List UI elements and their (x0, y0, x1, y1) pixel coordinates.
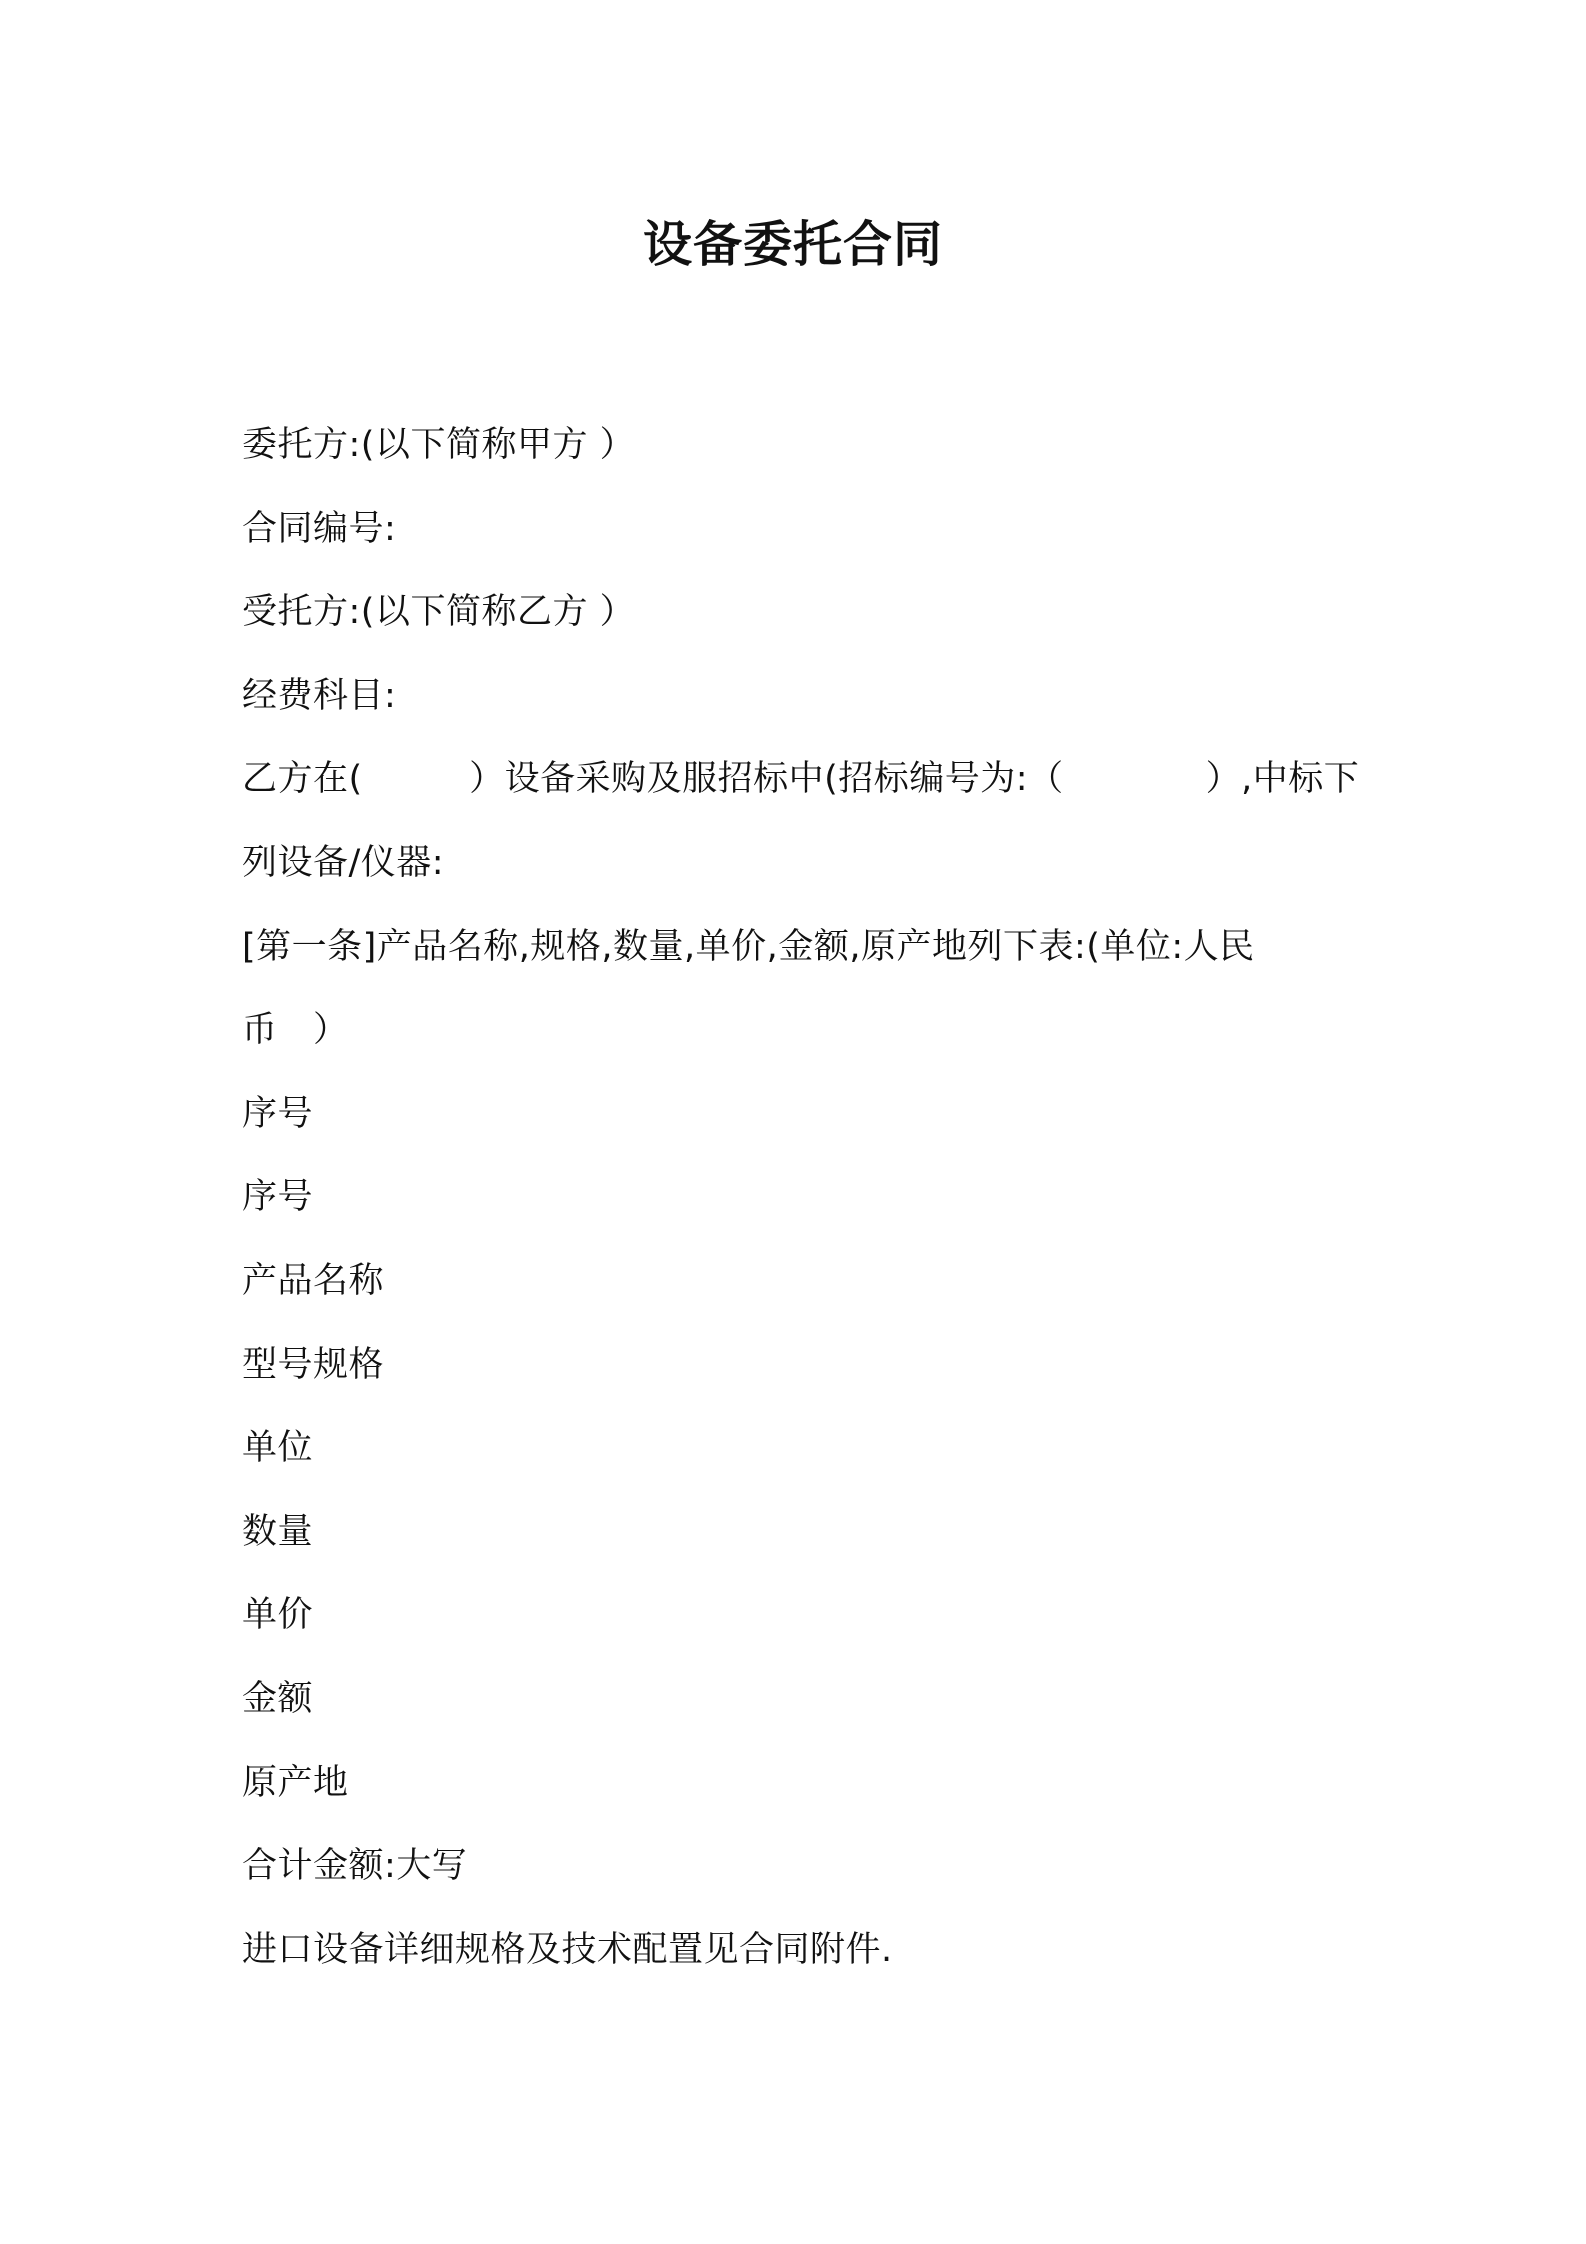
table-header-model-spec: 型号规格 (242, 1344, 385, 1385)
article-one-heading-cont: 币 ） (242, 1010, 349, 1051)
clause-tender-intro-cont: 列设备/仪器: (242, 842, 445, 883)
article-one-heading: [第一条]产品名称,规格,数量,单价,金额,原产地列下表:(单位:人民 (242, 926, 1255, 967)
clause-funding-subject: 经费科目: (242, 675, 397, 716)
document-body (242, 404, 1362, 1992)
document-title: 设备委托合同 (642, 216, 943, 273)
table-header-unit-price: 单价 (242, 1595, 314, 1636)
attachment-note: 进口设备详细规格及技术配置见合同附件. (242, 1929, 893, 1970)
table-header-product-name: 产品名称 (242, 1260, 385, 1301)
table-header-amount: 金额 (242, 1678, 314, 1719)
table-header-serial: 序号 (242, 1093, 314, 1134)
table-header-quantity: 数量 (242, 1511, 314, 1552)
total-amount-label: 合计金额:大写 (242, 1846, 468, 1887)
clause-contract-number: 合同编号: (242, 508, 397, 549)
table-header-unit: 单位 (242, 1428, 314, 1469)
table-header-origin: 原产地 (242, 1762, 349, 1803)
clause-trustee-party: 受托方:(以下简称乙方 ） (242, 592, 636, 633)
clause-tender-intro: 乙方在( ）设备采购及服招标中(招标编号为:（ ）,中标下 (242, 759, 1360, 800)
table-header-serial-repeat: 序号 (242, 1177, 314, 1218)
clause-client-party: 委托方:(以下简称甲方 ） (242, 425, 636, 465)
